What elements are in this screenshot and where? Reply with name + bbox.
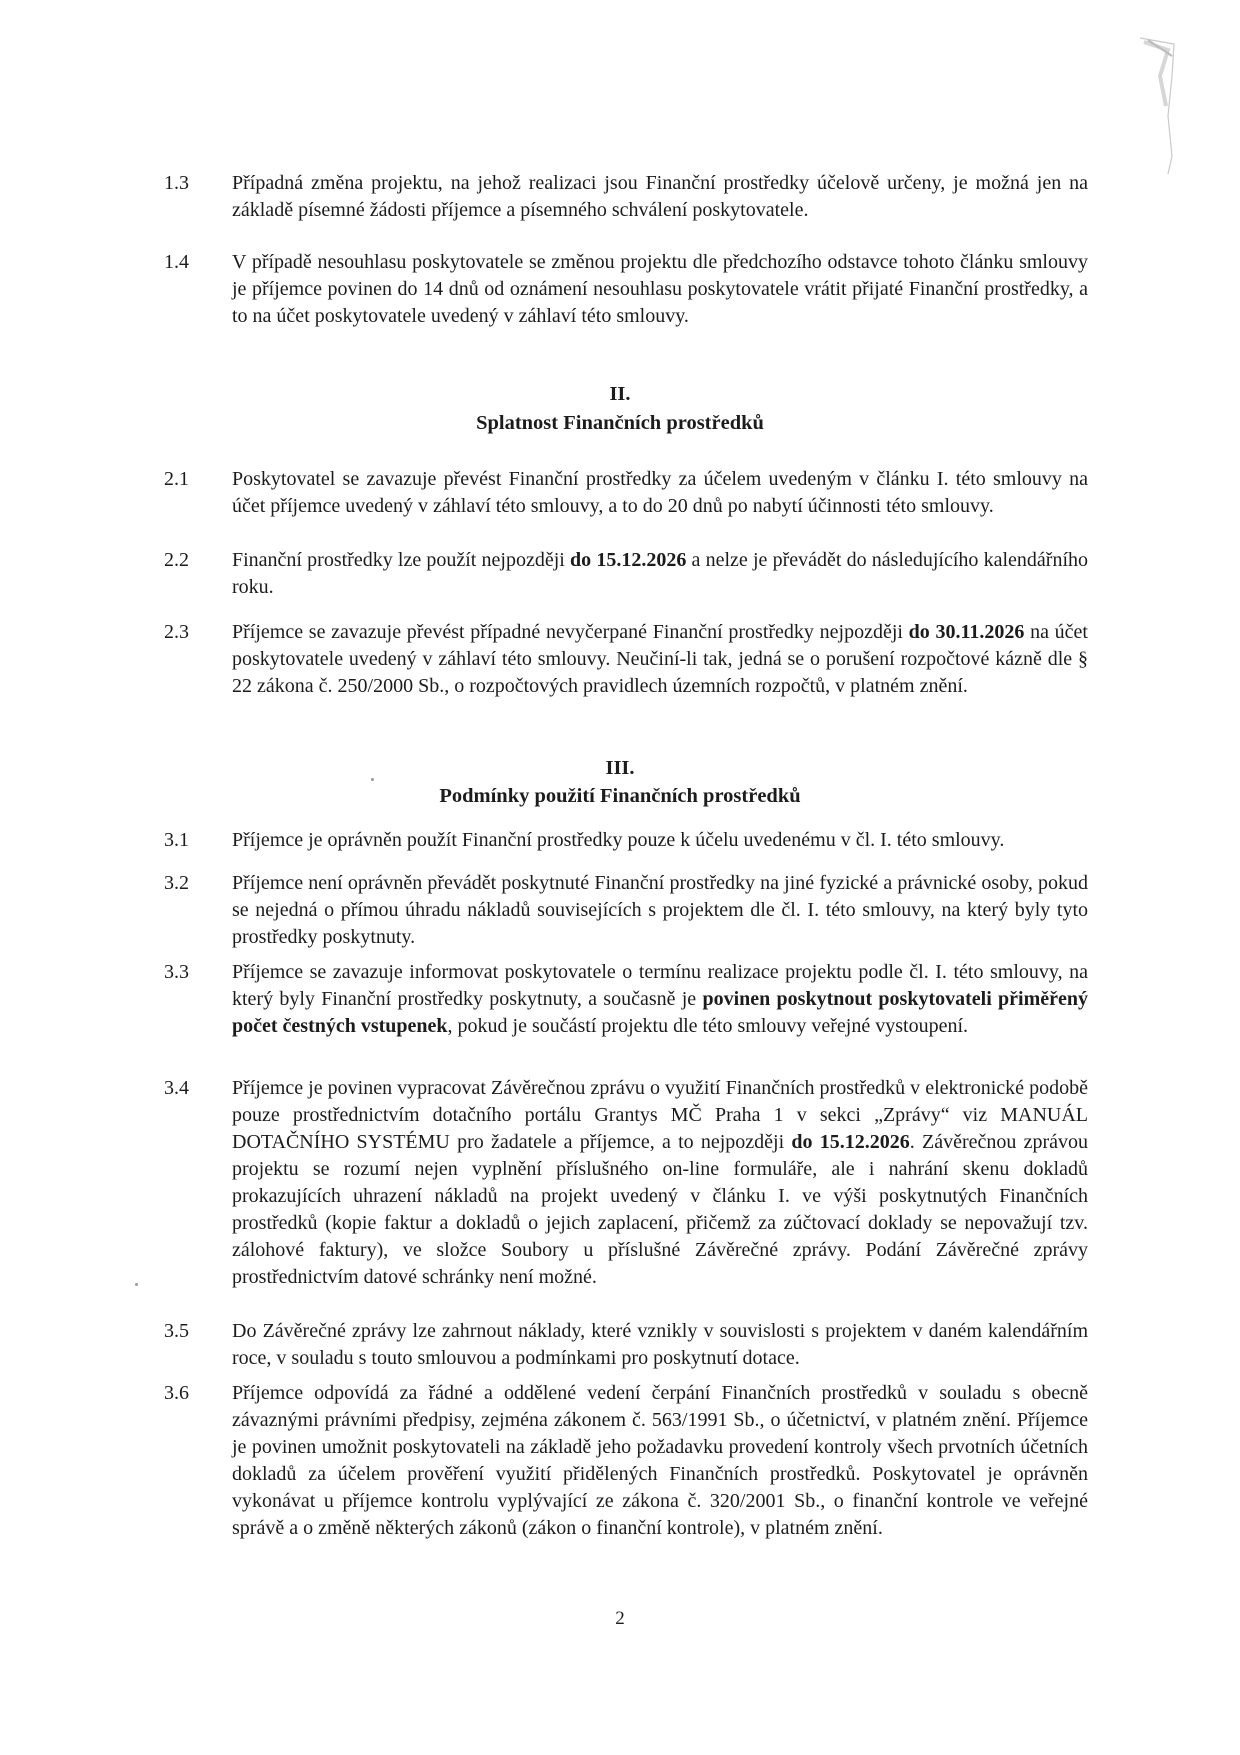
clause-number: 3.4 [164,1077,189,1099]
clause-2-1 [164,466,1088,520]
clause-text [232,959,1088,1040]
scan-speck [135,1283,138,1286]
section-ii-numeral: II. [609,383,631,405]
clause-text-run: . Závěrečnou zprávou projektu se rozumí nejen vyplnění příslušného on-line formuláře, ale i nahrání skenu dokladů prokazujících uhrazení nákladů na projekt uvedený v článku I. ve výši poskytnutých Finančních prostředků (kopie faktur a dokladů o jejich zaplacení, přičemž za zúčtovací doklady se nepovažují tzv. zálohové faktury), ve složce Soubory u příslušné Závěrečné zprávy. Podání Závěrečné zprávy prostřednictvím datové schránky není možné. [232,1131,1088,1288]
clause-3-6 [164,1380,1088,1542]
clause-3-3 [164,959,1088,1040]
clause-text-run: Příjemce je povinen vypracovat Závěrečnou zprávu o využití Finančních prostředků v elektronické podobě pouze prostřednictvím dotačního portálu Grantys MČ Praha 1 v sekci „Zprávy“ viz MANUÁL DOTAČNÍHO SYSTÉMU pro žadatele a příjemce, a to nejpozději [232,1077,1088,1153]
clause-text [232,619,1088,700]
emphasized-text: do 15.12.2026 [570,549,687,571]
clause-number: 1.4 [164,251,189,273]
clause-1-3 [164,170,1088,224]
clause-3-2 [164,870,1088,951]
clause-text-run: Poskytovatel se zavazuje převést Finanční prostředky za účelem uvedeným v článku I. této smlouvy na účet příjemce uvedený v záhlaví této smlouvy, a to do 20 dnů po nabytí účinnosti této smlouvy. [232,468,1088,517]
clause-text-run: na účet poskytovatele uvedený v záhlaví této smlouvy. Neučiní-li tak, jedná se o porušení rozpočtové kázně dle § 22 zákona č. 250/2000 Sb., o rozpočtových pravidlech územních rozpočtů, v platném znění. [232,621,1088,697]
scan-speck [371,778,374,781]
clause-text [232,170,1088,224]
clause-text [232,1380,1088,1542]
clause-text-run: Příjemce není oprávněn převádět poskytnuté Finanční prostředky na jiné fyzické a právnické osoby, pokud se nejedná o přímou úhradu nákladů souvisejících s projektem dle čl. I. této smlouvy, na který byly tyto prostředky poskytnuty. [232,872,1088,948]
emphasized-text: do 30.11.2026 [908,621,1025,643]
clause-number: 3.5 [164,1320,189,1342]
emphasized-text: do 15.12.2026 [791,1131,910,1153]
clause-number: 3.6 [164,1382,189,1404]
section-iii-title: Podmínky použití Finančních prostředků [439,785,801,807]
clause-3-4 [164,1075,1088,1291]
clause-number: 2.1 [164,468,189,490]
clause-text [232,827,1088,854]
clause-number: 3.1 [164,829,189,851]
clause-text-run: Případná změna projektu, na jehož realizaci jsou Finanční prostředky účelově určeny, je možná jen na základě písemné žádosti příjemce a písemného schválení poskytovatele. [232,172,1088,221]
section-ii-title: Splatnost Finančních prostředků [476,412,764,434]
clause-text [232,1075,1088,1291]
clause-text-run: Příjemce je oprávněn použít Finanční prostředky pouze k účelu uvedenému v čl. I. této smlouvy. [232,829,1005,851]
clause-text [232,547,1088,601]
clause-number: 3.2 [164,872,189,894]
clause-number: 2.2 [164,549,189,571]
clause-2-3 [164,619,1088,700]
clause-text-run: Příjemce se zavazuje převést případné nevyčerpané Finanční prostředky nejpozději [232,621,909,643]
clause-text-run: Příjemce se zavazuje informovat poskytovatele o termínu realizace projektu podle čl. I. této smlouvy, na který byly Finanční prostředky poskytnuty, a současně je [232,961,1088,1010]
page-number: 2 [615,1608,625,1629]
clause-number: 1.3 [164,172,189,194]
clause-text [232,466,1088,520]
clause-number: 2.3 [164,621,189,643]
clause-text-run: Příjemce odpovídá za řádné a oddělené vedení čerpání Finančních prostředků v souladu s obecně závaznými právními předpisy, zejména zákonem č. 563/1991 Sb., o účetnictví, v platném znění. Příjemce je povinen umožnit poskytovateli na základě jeho požadavku provedení kontroly všech prvotních účetních dokladů za účelem prověření využití přidělených Finančních prostředků. Poskytovatel je oprávněn vykonávat u příjemce kontrolu vyplývající ze zákona č. 320/2001 Sb., o finanční kontrole ve veřejné správě a o změně některých zákonů (zákon o finanční kontrole), v platném znění. [232,1382,1088,1539]
clause-2-2 [164,547,1088,601]
clause-3-5 [164,1318,1088,1372]
section-iii-numeral: III. [605,757,635,779]
clause-text [232,1318,1088,1372]
clause-text-run: Finanční prostředky lze použít nejpozději [232,549,571,571]
scan-edge-mark [1138,36,1178,176]
clause-text-run: a nelze je převádět do následujícího kalendářního roku. [232,549,1088,598]
clause-number: 3.3 [164,961,189,983]
clause-text [232,870,1088,951]
emphasized-text: povinen poskytnout poskytovateli přiměřený počet čestných vstupenek [232,988,1088,1037]
clause-1-4 [164,249,1088,330]
clause-3-1 [164,827,1088,854]
clause-text-run: , pokud je součástí projektu dle této smlouvy veřejné vystoupení. [447,1015,969,1037]
clause-text [232,249,1088,330]
clause-text-run: V případě nesouhlasu poskytovatele se změnou projektu dle předchozího odstavce tohoto článku smlouvy je příjemce povinen do 14 dnů od oznámení nesouhlasu poskytovatele vrátit přijaté Finanční prostředky, a to na účet poskytovatele uvedený v záhlaví této smlouvy. [232,251,1088,327]
clause-text-run: Do Závěrečné zprávy lze zahrnout náklady, které vznikly v souvislosti s projektem v daném kalendářním roce, v souladu s touto smlouvou a podmínkami pro poskytnutí dotace. [232,1320,1088,1369]
